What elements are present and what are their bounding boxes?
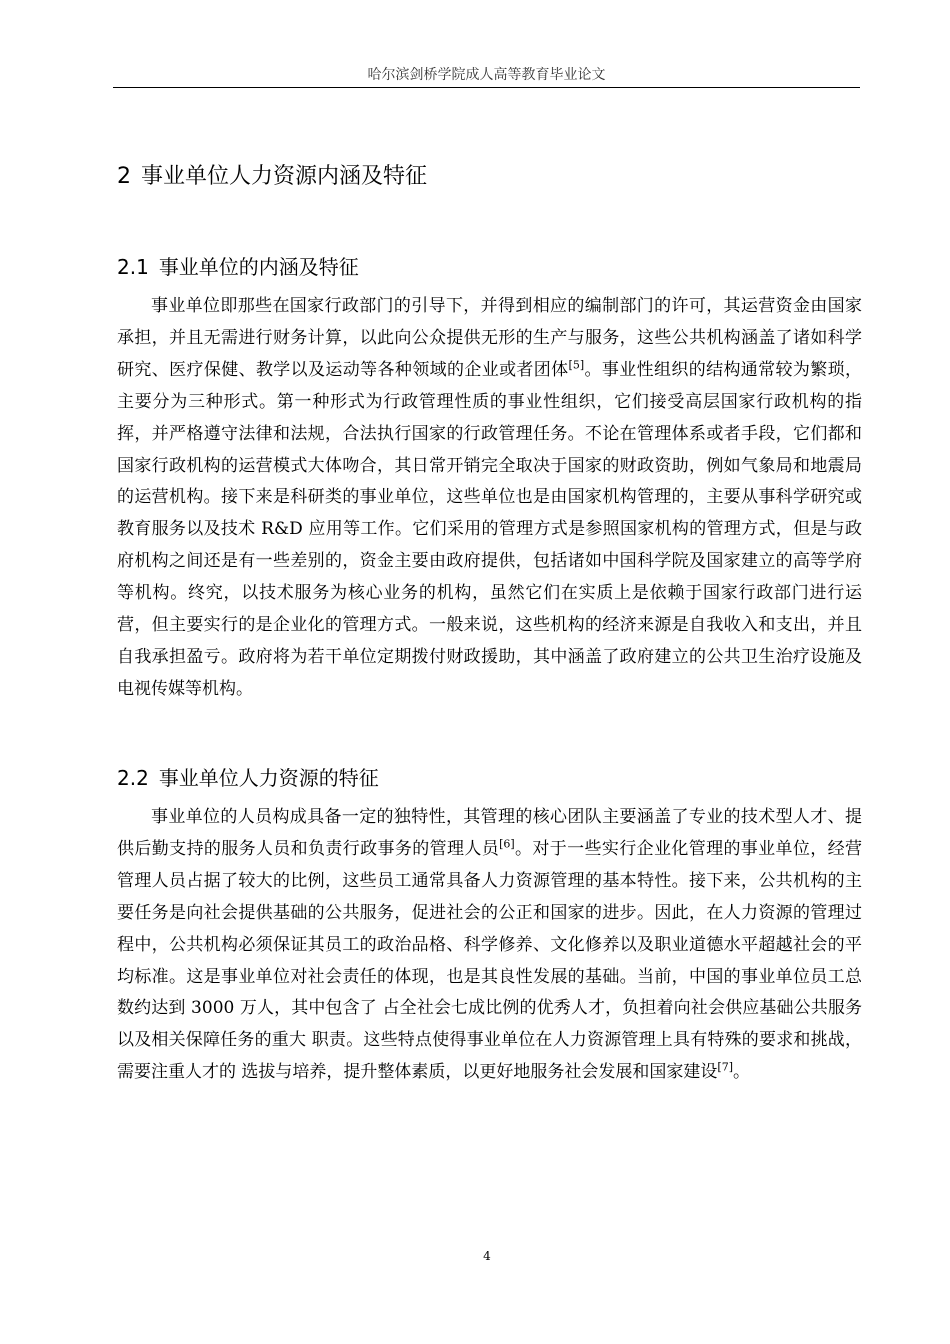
- paragraph-2-1-text-b: 。事业性组织的结构通常较为繁琐，主要分为三种形式。第一种形式为行政管理性质的事业性组织，它们接受高层国家行政机构的指挥，并严格遵守法律和法规，合法执行国家的行政管理任务。不论在管理体系或者手段，它们都和国家行政机构的运营模式大体吻合，其日常开销完全取决于国家的财政资助，例如气象局和地震局的运营机构。接下来是科研类的事业单位，这些单位也是由国家机构管理的，主要从事科学研究或教育服务以及技术 R&D 应用等工作。它们采用的管理方式是参照国家机构的管理方式，但是与政府机构之间还是有一些差别的，资金主要由政府提供，包括诸如中国科学院及国家建立的高等学府等机构。终究，以技术服务为核心业务的机构，虽然它们在实质上是依赖于国家行政部门进行运营，但主要实行的是企业化的管理方式。一般来说，这些机构的经济来源是自我收入和支出，并且自我承担盈亏。政府将为若干单位定期拨付财政援助，其中涵盖了政府建立的公共卫生治疗设施及电视传媒等机构。: [117, 359, 863, 699]
- section-number-2-2: 2.2: [117, 766, 149, 790]
- section-number-2-1: 2.1: [117, 255, 149, 279]
- paragraph-2-1: [117, 291, 862, 706]
- paragraph-2-2-text-b: 。对于一些实行企业化管理的事业单位，经营管理人员占据了较大的比例，这些员工通常具备人力资源管理的基本特性。接下来，公共机构的主要任务是向社会提供基础的公共服务，促进社会的公正和国家的进步。因此，在人力资源的管理过程中，公共机构必须保证其员工的政治品格、科学修养、文化修养以及职业道德水平超越社会的平均标准。这是事业单位对社会责任的体现，也是其良性发展的基础。当前，中国的事业单位员工总数约达到 3000 万人，其中包含了 占全社会七成比例的优秀人才，负担着向社会供应基础公共服务以及相关保障任务的重大 职责。这些特点使得事业单位在人力资源管理上具有特殊的要求和挑战，需要注重人才的 选拔与培养，提升整体素质，以更好地服务社会发展和国家建设: [117, 838, 863, 1083]
- section-title-2-1: [117, 252, 359, 282]
- section-title-2-2: [117, 763, 379, 793]
- chapter-number: 2: [117, 164, 131, 189]
- paragraph-2-2-text-c: 。: [733, 1062, 750, 1083]
- page-number: 4: [483, 1249, 491, 1263]
- running-header: 哈尔滨剑桥学院成人高等教育毕业论文: [367, 67, 606, 83]
- paragraph-2-1-text-a: 事业单位即那些在国家行政部门的引导下，并得到相应的编制部门的许可，其运营资金由国家承担，并且无需进行财务计算，以此向公众提供无形的生产与服务，这些公共机构涵盖了诸如科学研究、医疗保健、教学以及运动等各种领域的企业或者团体: [117, 296, 862, 380]
- citation-5: [5]: [568, 358, 585, 372]
- section-title-text-2-2: 事业单位人力资源的特征: [158, 766, 379, 790]
- header-divider: [113, 87, 860, 88]
- citation-6: [6]: [499, 837, 515, 851]
- paragraph-2-2-text-a: 事业单位的人员构成具备一定的独特性，其管理的核心团队主要涵盖了专业的技术型人才、提供后勤支持的服务人员和负责行政事务的管理人员: [117, 807, 862, 859]
- citation-7: [7]: [717, 1060, 733, 1074]
- paragraph-2-2: [117, 802, 862, 1089]
- section-title-text-2-1: 事业单位的内涵及特征: [158, 255, 359, 279]
- chapter-title: [117, 160, 427, 194]
- chapter-title-text: 事业单位人力资源内涵及特征: [141, 164, 428, 189]
